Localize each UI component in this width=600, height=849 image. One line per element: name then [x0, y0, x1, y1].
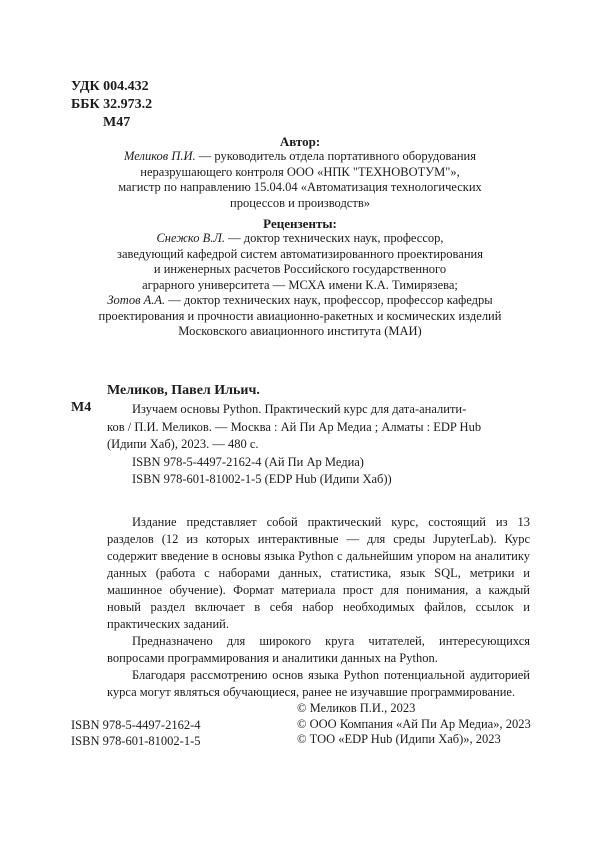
author-description — [70, 149, 530, 211]
author-desc-line: — руководитель отдела портативного оборудования — [195, 149, 476, 163]
reviewer2-name: Зотов А.А. — [107, 293, 166, 307]
author-heading: Автор: — [279, 134, 321, 149]
copyright-line: © ТОО «EDP Hub (Идипи Хаб)», 2023 — [297, 732, 501, 746]
author-code: М4 — [71, 400, 92, 415]
footer-isbn-list — [71, 718, 201, 749]
reviewer1-name: Снежко В.Л. — [156, 231, 225, 245]
reviewer1-desc-line: и инженерных расчетов Российского государственного — [153, 262, 447, 276]
udk-code: УДК 004.432 — [71, 79, 149, 94]
biblio-line: Изучаем основы Python. Практический курс для дата-аналити- — [132, 402, 467, 416]
reviewer2-line-1 — [70, 293, 530, 309]
copyright-line: © Меликов П.И., 2023 — [297, 701, 416, 715]
author-mark: М47 — [103, 115, 131, 130]
author-line-1 — [70, 149, 530, 165]
footer-isbn: ISBN 978-601-81002-1-5 — [71, 733, 201, 748]
classification-block — [71, 78, 152, 132]
author-desc-line: процессов и производств» — [230, 195, 370, 210]
biblio-line: ков / П.И. Меликов. — Москва : Ай Пи Ар Медиа ; Алматы : EDP Hub — [107, 419, 482, 434]
footer-isbn: ISBN 978-5-4497-2162-4 — [71, 718, 201, 732]
reviewer2-desc-line: — доктор технических наук, профессор, профессор кафедры — [165, 293, 493, 307]
book-author-full: Меликов, Павел Ильич. — [107, 383, 260, 398]
reviewer2-desc-line: Московского авиационного института (МАИ) — [178, 324, 422, 338]
reviewers-description — [70, 231, 530, 340]
author-desc-line: неразрушающего контроля ООО «НПК "ТЕХНОВОТУМ"», — [140, 164, 460, 179]
author-desc-line: магистр по направлению 15.04.04 «Автоматизация технологических — [118, 180, 482, 194]
biblio-line: (Идипи Хаб), 2023. — 480 с. — [107, 437, 259, 451]
reviewer1-desc-line: — доктор технических наук, профессор, — [224, 231, 444, 245]
biblio-isbn: ISBN 978-601-81002-1-5 (EDP Hub (Идипи Хаб)) — [132, 472, 392, 486]
biblio-isbn: ISBN 978-5-4497-2162-4 (Ай Пи Ар Медиа) — [132, 454, 364, 469]
reviewers-heading: Рецензенты: — [263, 216, 337, 231]
bbk-code: ББК 32.973.2 — [71, 97, 153, 112]
copyright-line: © ООО Компания «Ай Пи Ар Медиа», 2023 — [297, 716, 531, 731]
annotation-paragraph: Благодаря рассмотрению основ языка Python потенциальной аудиторией курса могут являться обучающиеся, ранее не изучавшие программирование. — [107, 668, 530, 699]
annotation-paragraph: Издание представляет собой практический курс, состоящий из 13 разделов (12 из которых интерактивные — для среды JupyterLab). Курс содержит введение в основы языка Python с дальнейшим упором на аналитику данных (работа с наборами данных, статистика, язык SQL, метрики и машинное обучение). Формат материала прост для понимания, а каждый новый раздел включает в себя набор необходимых файлов, ссылок и практических заданий. — [107, 515, 530, 631]
reviewer1-desc-line: заведующий кафедрой систем автоматизированного проектирования — [117, 246, 483, 261]
footer-copyright-list — [297, 701, 531, 748]
reviewer1-desc-line: аграрного университета — МСХА имени К.А. Тимирязева; — [142, 277, 458, 292]
reviewer1-line-1 — [70, 231, 530, 247]
annotation-paragraph: Предназначено для широкого круга читателей, интересующихся вопросами программирования и аналитики данных на Python. — [107, 634, 530, 665]
reviewer2-desc-line: проектирования и прочности авиационно-ракетных и космических изделий — [98, 308, 502, 323]
author-name: Меликов П.И. — [124, 149, 196, 163]
bibliographic-record — [107, 401, 530, 489]
annotation — [107, 514, 530, 701]
